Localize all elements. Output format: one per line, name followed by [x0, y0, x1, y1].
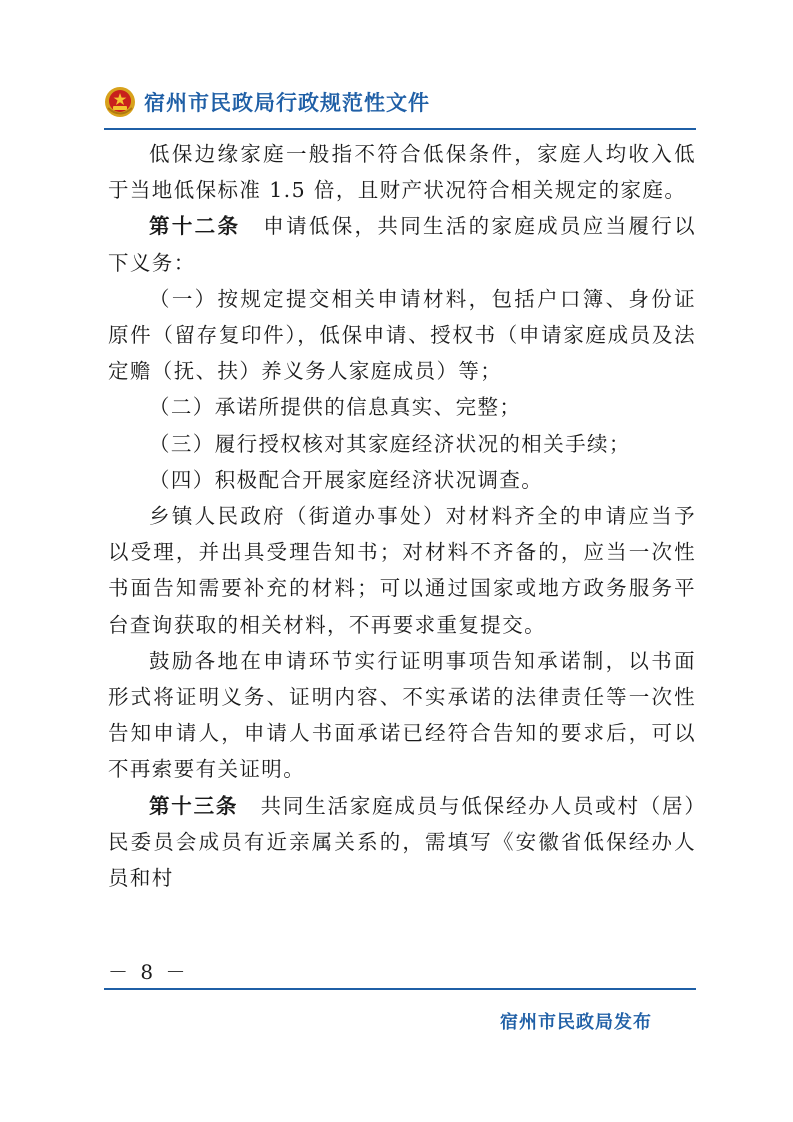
header-title: 宿州市民政局行政规范性文件 [144, 91, 430, 115]
paragraph [108, 389, 696, 425]
paragraph [108, 136, 696, 208]
document-header [104, 86, 696, 130]
paragraph [108, 281, 696, 390]
page-number: － 8 － [108, 960, 189, 984]
paragraph-text: 鼓励各地在申请环节实行证明事项告知承诺制，以书面形式将证明义务、证明内容、不实承诺的法律责任等一次性告知申请人，申请人书面承诺已经符合告知的要求后，可以不再索要有关证明。 [108, 648, 696, 782]
paragraph-text: 申请低保，共同生活的家庭成员应当履行以下义务： [108, 214, 696, 275]
article-number: 第十三条 [149, 793, 239, 818]
paragraph-text: 低保边缘家庭一般指不符合低保条件，家庭人均收入低于当地低保标准 1.5 倍，且财产状况符合相关规定的家庭。 [108, 142, 696, 203]
paragraph [108, 208, 696, 280]
national-emblem-icon [104, 86, 136, 118]
paragraph-text: 乡镇人民政府（街道办事处）对材料齐全的申请应当予以受理，并出具受理告知书；对材料不齐备的，应当一次性书面告知需要补充的材料；可以通过国家或地方政务服务平台查询获取的相关材料，不再要求重复提交。 [108, 504, 696, 637]
paragraph-text: （一）按规定提交相关申请材料，包括户口簿、身份证原件（留存复印件），低保申请、授权书（申请家庭成员及法定赡（抚、扶）养义务人家庭成员）等； [108, 286, 696, 384]
paragraph [108, 462, 696, 498]
article-number: 第十二条 [149, 214, 241, 239]
paragraph [108, 498, 696, 643]
paragraph-text: 共同生活家庭成员与低保经办人员或村（居）民委员会成员有近亲属关系的，需填写《安徽省低保经办人员和村 [108, 793, 697, 891]
footer-divider [104, 988, 696, 990]
paragraph-text: （四）积极配合开展家庭经济状况调查。 [149, 467, 544, 492]
paragraph [108, 643, 696, 788]
paragraph-text: （二）承诺所提供的信息真实、完整； [149, 395, 522, 420]
paragraph [108, 426, 696, 462]
publisher-label: 宿州市民政局发布 [500, 1012, 652, 1033]
paragraph [108, 788, 696, 897]
paragraph-text: （三）履行授权核对其家庭经济状况的相关手续； [149, 431, 631, 456]
document-body [108, 136, 696, 896]
header-divider [104, 128, 696, 130]
